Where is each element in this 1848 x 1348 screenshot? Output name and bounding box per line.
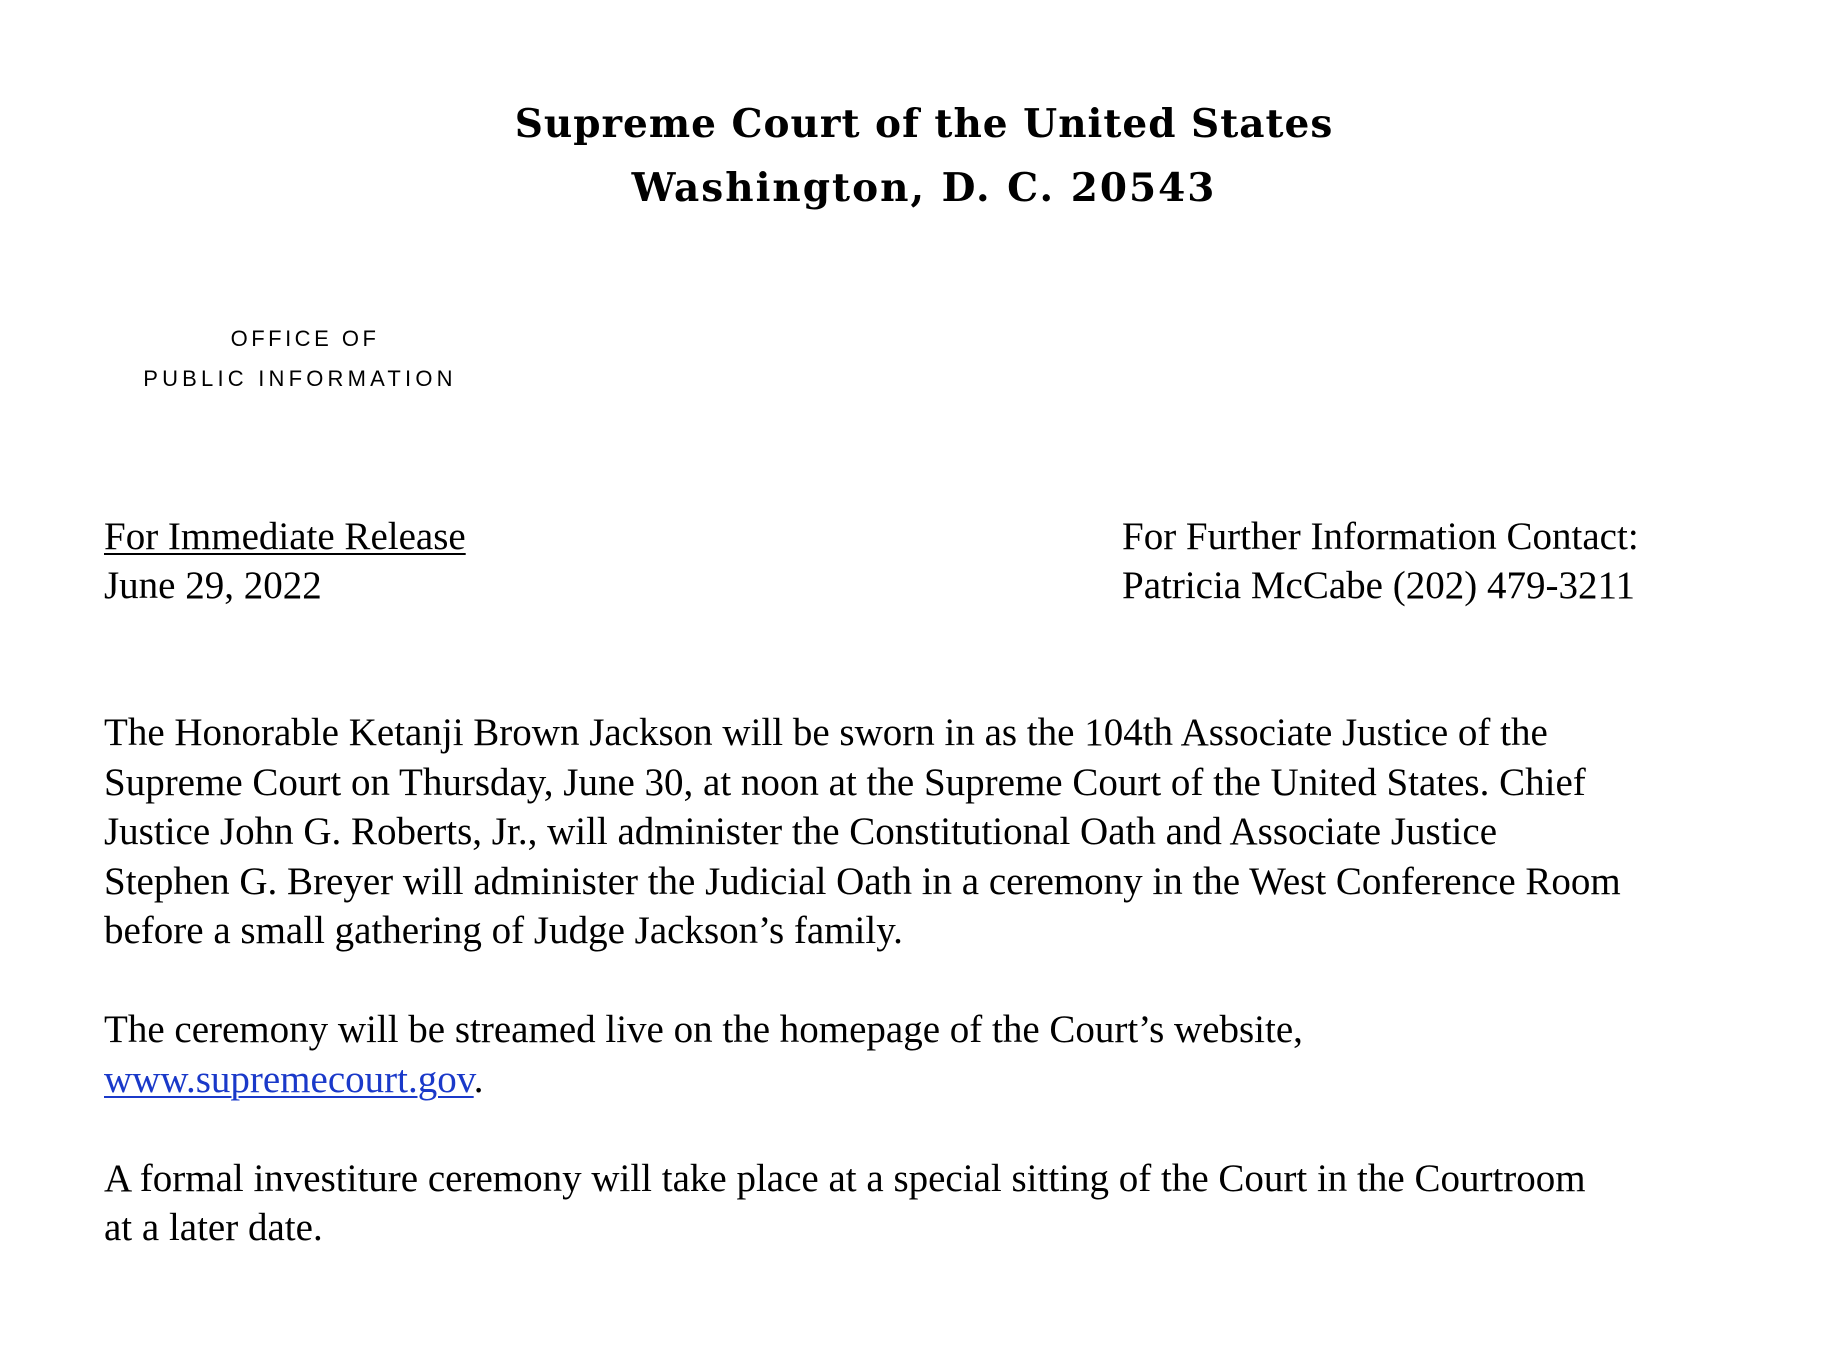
release-date: June 29, 2022 bbox=[104, 564, 322, 607]
release-block bbox=[104, 512, 466, 610]
press-release-body bbox=[104, 708, 1804, 1302]
paragraph-line-link bbox=[104, 1055, 1804, 1105]
paragraph-investiture bbox=[104, 1154, 1804, 1253]
period: . bbox=[473, 1057, 484, 1101]
office-line-2: PUBLIC INFORMATION bbox=[143, 366, 457, 391]
letterhead-court-name: Supreme Court of the United States bbox=[514, 101, 1334, 147]
contact-block bbox=[1122, 512, 1639, 610]
paragraph-line: Stephen G. Breyer will administer the Judicial Oath in a ceremony in the West Conference Room bbox=[104, 859, 1621, 903]
contact-label: For Further Information Contact: bbox=[1122, 515, 1639, 558]
paragraph-line: Justice John G. Roberts, Jr., will administer the Constitutional Oath and Associate Justice bbox=[104, 810, 1498, 853]
paragraph-line: Supreme Court on Thursday, June 30, at noon at the Supreme Court of the United States. Chief bbox=[104, 760, 1586, 804]
letterhead-address: Washington, D. C. 20543 bbox=[631, 165, 1217, 211]
office-of-public-information bbox=[100, 326, 500, 392]
office-line-1: OFFICE OF bbox=[230, 326, 380, 351]
website-link[interactable]: www.supremecourt.gov bbox=[104, 1057, 474, 1101]
paragraph-line: A formal investiture ceremony will take place at a special sitting of the Court in the Courtroom bbox=[104, 1156, 1586, 1200]
paragraph-line: The ceremony will be streamed live on the homepage of the Court’s website, bbox=[104, 1008, 1303, 1051]
paragraph-line: before a small gathering of Judge Jackson’s family. bbox=[104, 909, 903, 952]
paragraph-livestream bbox=[104, 1005, 1804, 1104]
paragraph-swearing-in bbox=[104, 708, 1804, 956]
paragraph-line: at a later date. bbox=[104, 1206, 323, 1249]
release-label: For Immediate Release bbox=[104, 515, 466, 558]
letterhead bbox=[0, 92, 1848, 220]
contact-person: Patricia McCabe (202) 479-3211 bbox=[1122, 564, 1635, 607]
paragraph-line: The Honorable Ketanji Brown Jackson will be sworn in as the 104th Associate Justice of the bbox=[104, 711, 1548, 754]
